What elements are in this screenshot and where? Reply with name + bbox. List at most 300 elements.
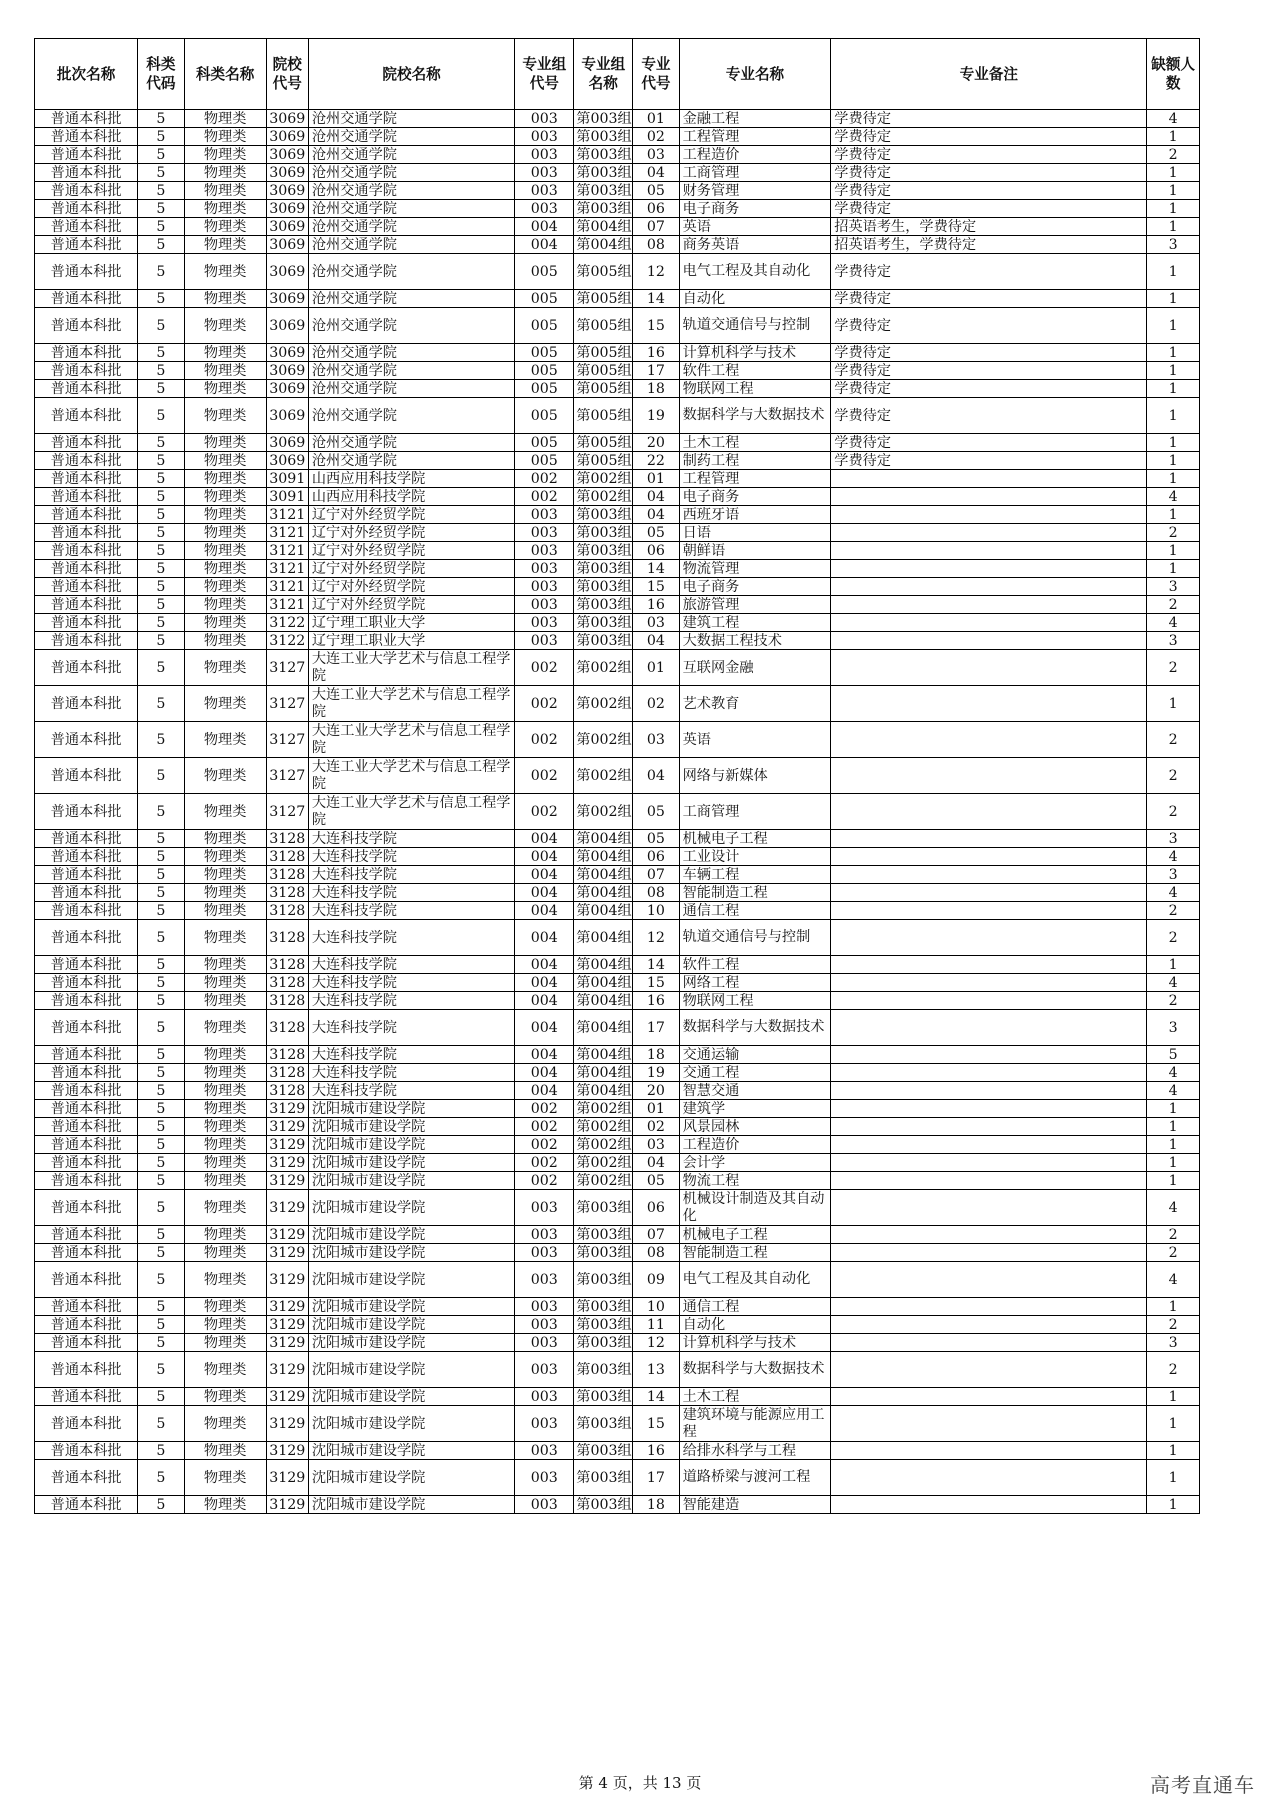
cell-group-code: 004 [515,1064,574,1082]
table-row [35,1244,1200,1262]
cell-group-name: 第005组 [574,398,633,434]
cell-school-code: 3129 [266,1190,308,1226]
cell-subject-code: 5 [138,128,184,146]
cell-vacancy-count: 1 [1147,434,1200,452]
cell-major-code: 02 [633,686,679,722]
cell-major-remark [831,488,1147,506]
cell-major-remark [831,524,1147,542]
cell-subject-code: 5 [138,722,184,758]
cell-major-name: 金融工程 [679,110,831,128]
cell-subject-name: 物理类 [184,128,266,146]
cell-batch-name: 普通本科批 [35,362,138,380]
cell-school-code: 3127 [266,650,308,686]
cell-subject-code: 5 [138,1136,184,1154]
cell-major-code: 06 [633,848,679,866]
cell-group-name: 第003组 [574,1334,633,1352]
cell-batch-name: 普通本科批 [35,128,138,146]
cell-school-name: 沈阳城市建设学院 [308,1262,514,1298]
cell-school-code: 3069 [266,254,308,290]
cell-batch-name: 普通本科批 [35,254,138,290]
cell-vacancy-count: 1 [1147,200,1200,218]
cell-school-name: 大连科技学院 [308,992,514,1010]
cell-group-name: 第003组 [574,1244,633,1262]
cell-school-code: 3128 [266,848,308,866]
cell-group-code: 002 [515,1100,574,1118]
cell-subject-name: 物理类 [184,1244,266,1262]
cell-group-name: 第003组 [574,182,633,200]
cell-major-code: 18 [633,1046,679,1064]
cell-school-name: 大连科技学院 [308,1010,514,1046]
table-row [35,470,1200,488]
cell-batch-name: 普通本科批 [35,1118,138,1136]
cell-subject-code: 5 [138,362,184,380]
table-row [35,200,1200,218]
cell-major-name: 会计学 [679,1154,831,1172]
table-row [35,1082,1200,1100]
cell-subject-name: 物理类 [184,650,266,686]
cell-major-name: 智能制造工程 [679,884,831,902]
cell-school-name: 大连科技学院 [308,830,514,848]
cell-vacancy-count: 1 [1147,254,1200,290]
cell-major-name: 数据科学与大数据技术 [679,1352,831,1388]
cell-group-name: 第003组 [574,578,633,596]
cell-major-code: 05 [633,524,679,542]
cell-major-name: 物联网工程 [679,380,831,398]
cell-vacancy-count: 1 [1147,560,1200,578]
cell-group-name: 第005组 [574,362,633,380]
cell-batch-name: 普通本科批 [35,686,138,722]
cell-vacancy-count: 1 [1147,308,1200,344]
cell-group-name: 第003组 [574,1442,633,1460]
cell-major-code: 04 [633,488,679,506]
cell-major-code: 03 [633,722,679,758]
cell-major-code: 11 [633,1316,679,1334]
table-row [35,110,1200,128]
cell-school-name: 沧州交通学院 [308,110,514,128]
cell-batch-name: 普通本科批 [35,344,138,362]
table-row [35,146,1200,164]
cell-vacancy-count: 4 [1147,1190,1200,1226]
cell-major-remark [831,956,1147,974]
cell-major-code: 12 [633,920,679,956]
table-row [35,992,1200,1010]
cell-group-code: 004 [515,884,574,902]
cell-batch-name: 普通本科批 [35,380,138,398]
cell-major-remark [831,596,1147,614]
cell-major-code: 19 [633,1064,679,1082]
header-group-name: 专业组名称 [574,39,633,110]
cell-school-code: 3128 [266,1082,308,1100]
cell-major-name: 英语 [679,218,831,236]
cell-group-name: 第005组 [574,452,633,470]
cell-school-name: 大连科技学院 [308,848,514,866]
cell-batch-name: 普通本科批 [35,218,138,236]
cell-school-name: 辽宁对外经贸学院 [308,524,514,542]
cell-vacancy-count: 1 [1147,1388,1200,1406]
cell-subject-code: 5 [138,614,184,632]
cell-subject-code: 5 [138,1154,184,1172]
cell-subject-code: 5 [138,992,184,1010]
cell-subject-name: 物理类 [184,398,266,434]
table-row [35,1442,1200,1460]
cell-vacancy-count: 2 [1147,596,1200,614]
cell-major-remark [831,1460,1147,1496]
cell-batch-name: 普通本科批 [35,1496,138,1514]
cell-school-code: 3122 [266,632,308,650]
table-row [35,1298,1200,1316]
table-row [35,1406,1200,1442]
cell-school-code: 3129 [266,1172,308,1190]
cell-vacancy-count: 1 [1147,398,1200,434]
cell-subject-name: 物理类 [184,488,266,506]
cell-school-code: 3069 [266,398,308,434]
cell-major-remark [831,848,1147,866]
cell-subject-code: 5 [138,884,184,902]
cell-major-code: 07 [633,1226,679,1244]
cell-major-name: 交通工程 [679,1064,831,1082]
cell-major-code: 20 [633,434,679,452]
cell-major-remark [831,830,1147,848]
cell-school-code: 3069 [266,128,308,146]
cell-major-remark: 学费待定 [831,146,1147,164]
cell-major-remark [831,1244,1147,1262]
cell-group-code: 003 [515,1334,574,1352]
cell-major-code: 01 [633,650,679,686]
cell-subject-name: 物理类 [184,380,266,398]
cell-group-name: 第004组 [574,218,633,236]
cell-school-code: 3129 [266,1154,308,1172]
cell-major-code: 18 [633,380,679,398]
cell-batch-name: 普通本科批 [35,1298,138,1316]
cell-school-code: 3069 [266,362,308,380]
header-major-code: 专业代号 [633,39,679,110]
cell-group-code: 005 [515,452,574,470]
cell-major-code: 19 [633,398,679,434]
cell-vacancy-count: 1 [1147,1406,1200,1442]
cell-vacancy-count: 3 [1147,830,1200,848]
cell-group-code: 002 [515,470,574,488]
cell-subject-code: 5 [138,434,184,452]
cell-subject-name: 物理类 [184,632,266,650]
vacancy-table [34,38,1200,1514]
cell-vacancy-count: 2 [1147,1316,1200,1334]
cell-batch-name: 普通本科批 [35,452,138,470]
cell-major-name: 给排水科学与工程 [679,1442,831,1460]
cell-group-code: 003 [515,200,574,218]
cell-major-remark [831,1046,1147,1064]
cell-subject-code: 5 [138,398,184,434]
table-row [35,164,1200,182]
cell-batch-name: 普通本科批 [35,182,138,200]
cell-major-code: 04 [633,758,679,794]
cell-major-code: 05 [633,1172,679,1190]
cell-school-name: 沈阳城市建设学院 [308,1172,514,1190]
table-row [35,308,1200,344]
cell-subject-name: 物理类 [184,452,266,470]
cell-school-name: 大连科技学院 [308,1046,514,1064]
cell-major-code: 06 [633,1190,679,1226]
cell-vacancy-count: 2 [1147,650,1200,686]
cell-school-name: 大连工业大学艺术与信息工程学院 [308,794,514,830]
cell-group-code: 003 [515,1460,574,1496]
cell-major-code: 01 [633,470,679,488]
cell-vacancy-count: 4 [1147,614,1200,632]
cell-school-code: 3128 [266,884,308,902]
cell-major-name: 物流工程 [679,1172,831,1190]
cell-group-name: 第003组 [574,1460,633,1496]
cell-school-name: 大连科技学院 [308,920,514,956]
cell-group-name: 第002组 [574,722,633,758]
cell-subject-name: 物理类 [184,1154,266,1172]
cell-major-code: 16 [633,344,679,362]
cell-major-name: 软件工程 [679,362,831,380]
cell-subject-code: 5 [138,1262,184,1298]
cell-vacancy-count: 1 [1147,164,1200,182]
cell-major-remark: 学费待定 [831,434,1147,452]
cell-major-name: 智慧交通 [679,1082,831,1100]
cell-school-code: 3128 [266,956,308,974]
cell-batch-name: 普通本科批 [35,1442,138,1460]
table-row [35,506,1200,524]
cell-major-code: 08 [633,236,679,254]
cell-subject-code: 5 [138,200,184,218]
cell-subject-code: 5 [138,524,184,542]
cell-vacancy-count: 1 [1147,686,1200,722]
cell-group-name: 第002组 [574,1100,633,1118]
cell-group-name: 第002组 [574,488,633,506]
cell-school-code: 3129 [266,1352,308,1388]
cell-major-name: 智能制造工程 [679,1244,831,1262]
cell-vacancy-count: 2 [1147,920,1200,956]
table-row [35,1496,1200,1514]
cell-group-code: 003 [515,1442,574,1460]
cell-school-code: 3129 [266,1100,308,1118]
cell-major-code: 03 [633,614,679,632]
cell-school-name: 沧州交通学院 [308,200,514,218]
cell-school-name: 沈阳城市建设学院 [308,1100,514,1118]
cell-major-code: 20 [633,1082,679,1100]
cell-major-code: 04 [633,506,679,524]
cell-subject-name: 物理类 [184,1118,266,1136]
cell-major-code: 04 [633,632,679,650]
cell-major-name: 网络与新媒体 [679,758,831,794]
table-row [35,974,1200,992]
cell-major-name: 自动化 [679,290,831,308]
cell-subject-name: 物理类 [184,1298,266,1316]
cell-group-code: 005 [515,344,574,362]
table-row [35,884,1200,902]
cell-school-code: 3069 [266,164,308,182]
cell-subject-code: 5 [138,920,184,956]
cell-major-name: 智能建造 [679,1496,831,1514]
cell-group-code: 004 [515,1046,574,1064]
cell-batch-name: 普通本科批 [35,290,138,308]
cell-group-name: 第004组 [574,1064,633,1082]
cell-subject-code: 5 [138,1388,184,1406]
cell-subject-code: 5 [138,866,184,884]
cell-school-name: 沈阳城市建设学院 [308,1334,514,1352]
cell-school-name: 大连科技学院 [308,974,514,992]
cell-school-code: 3069 [266,434,308,452]
cell-batch-name: 普通本科批 [35,1352,138,1388]
cell-subject-code: 5 [138,1010,184,1046]
cell-subject-code: 5 [138,650,184,686]
cell-group-code: 005 [515,308,574,344]
cell-group-code: 004 [515,1010,574,1046]
cell-subject-code: 5 [138,758,184,794]
cell-major-remark [831,1316,1147,1334]
cell-school-name: 沈阳城市建设学院 [308,1298,514,1316]
cell-major-code: 16 [633,596,679,614]
admission-table-container [34,38,1200,1514]
cell-major-remark [831,1190,1147,1226]
cell-school-code: 3129 [266,1388,308,1406]
cell-subject-name: 物理类 [184,362,266,380]
cell-subject-name: 物理类 [184,1388,266,1406]
cell-subject-name: 物理类 [184,1172,266,1190]
cell-subject-name: 物理类 [184,884,266,902]
cell-school-code: 3127 [266,794,308,830]
cell-subject-code: 5 [138,218,184,236]
cell-group-code: 003 [515,146,574,164]
cell-school-code: 3069 [266,200,308,218]
cell-subject-name: 物理类 [184,578,266,596]
cell-group-name: 第005组 [574,308,633,344]
cell-major-code: 10 [633,902,679,920]
cell-batch-name: 普通本科批 [35,398,138,434]
cell-group-name: 第003组 [574,524,633,542]
cell-vacancy-count: 2 [1147,1352,1200,1388]
cell-subject-code: 5 [138,182,184,200]
cell-major-remark [831,794,1147,830]
table-row [35,542,1200,560]
cell-subject-name: 物理类 [184,110,266,128]
cell-school-name: 沈阳城市建设学院 [308,1316,514,1334]
cell-batch-name: 普通本科批 [35,434,138,452]
cell-school-name: 沈阳城市建设学院 [308,1190,514,1226]
cell-group-code: 003 [515,1190,574,1226]
cell-school-code: 3128 [266,902,308,920]
cell-major-remark: 学费待定 [831,290,1147,308]
cell-batch-name: 普通本科批 [35,1136,138,1154]
table-row [35,794,1200,830]
cell-batch-name: 普通本科批 [35,542,138,560]
cell-batch-name: 普通本科批 [35,1190,138,1226]
cell-group-name: 第003组 [574,200,633,218]
cell-school-name: 山西应用科技学院 [308,488,514,506]
cell-group-code: 003 [515,110,574,128]
cell-vacancy-count: 3 [1147,1334,1200,1352]
cell-group-code: 004 [515,236,574,254]
cell-major-name: 大数据工程技术 [679,632,831,650]
cell-school-name: 沈阳城市建设学院 [308,1136,514,1154]
cell-school-code: 3121 [266,560,308,578]
cell-group-name: 第004组 [574,830,633,848]
cell-major-name: 通信工程 [679,902,831,920]
cell-group-code: 003 [515,182,574,200]
cell-major-name: 旅游管理 [679,596,831,614]
cell-group-name: 第002组 [574,758,633,794]
cell-major-name: 数据科学与大数据技术 [679,1010,831,1046]
table-row [35,1388,1200,1406]
cell-group-code: 004 [515,866,574,884]
cell-subject-code: 5 [138,632,184,650]
cell-school-name: 沈阳城市建设学院 [308,1244,514,1262]
cell-subject-name: 物理类 [184,200,266,218]
cell-batch-name: 普通本科批 [35,974,138,992]
cell-vacancy-count: 3 [1147,578,1200,596]
cell-major-remark [831,1064,1147,1082]
cell-vacancy-count: 1 [1147,1118,1200,1136]
cell-school-name: 沧州交通学院 [308,380,514,398]
cell-subject-name: 物理类 [184,956,266,974]
cell-school-code: 3129 [266,1316,308,1334]
cell-batch-name: 普通本科批 [35,1262,138,1298]
table-row [35,650,1200,686]
cell-subject-code: 5 [138,146,184,164]
cell-group-code: 004 [515,1082,574,1100]
cell-batch-name: 普通本科批 [35,1010,138,1046]
cell-school-code: 3069 [266,110,308,128]
cell-batch-name: 普通本科批 [35,614,138,632]
table-row [35,254,1200,290]
cell-major-code: 17 [633,362,679,380]
cell-group-name: 第003组 [574,1352,633,1388]
cell-school-code: 3121 [266,506,308,524]
cell-subject-code: 5 [138,308,184,344]
cell-subject-code: 5 [138,164,184,182]
cell-subject-code: 5 [138,794,184,830]
cell-major-remark: 学费待定 [831,254,1147,290]
cell-major-name: 电子商务 [679,578,831,596]
cell-major-code: 06 [633,542,679,560]
table-row [35,1064,1200,1082]
cell-subject-code: 5 [138,1100,184,1118]
cell-batch-name: 普通本科批 [35,722,138,758]
cell-group-code: 002 [515,722,574,758]
cell-school-name: 沈阳城市建设学院 [308,1406,514,1442]
cell-batch-name: 普通本科批 [35,578,138,596]
table-row [35,434,1200,452]
cell-major-remark [831,884,1147,902]
cell-subject-code: 5 [138,542,184,560]
cell-school-code: 3129 [266,1244,308,1262]
cell-major-remark [831,722,1147,758]
cell-subject-name: 物理类 [184,794,266,830]
cell-subject-name: 物理类 [184,524,266,542]
cell-vacancy-count: 1 [1147,344,1200,362]
cell-subject-code: 5 [138,1190,184,1226]
cell-major-code: 12 [633,254,679,290]
cell-school-code: 3069 [266,236,308,254]
cell-subject-name: 物理类 [184,164,266,182]
cell-school-code: 3069 [266,290,308,308]
cell-school-code: 3069 [266,344,308,362]
cell-major-remark: 学费待定 [831,308,1147,344]
cell-major-name: 风景园林 [679,1118,831,1136]
cell-major-name: 轨道交通信号与控制 [679,308,831,344]
table-row [35,182,1200,200]
cell-major-remark [831,506,1147,524]
table-row [35,866,1200,884]
cell-vacancy-count: 2 [1147,992,1200,1010]
cell-major-code: 08 [633,884,679,902]
cell-major-code: 13 [633,1352,679,1388]
cell-group-name: 第004组 [574,1082,633,1100]
cell-vacancy-count: 3 [1147,1010,1200,1046]
cell-major-name: 朝鲜语 [679,542,831,560]
cell-vacancy-count: 3 [1147,236,1200,254]
